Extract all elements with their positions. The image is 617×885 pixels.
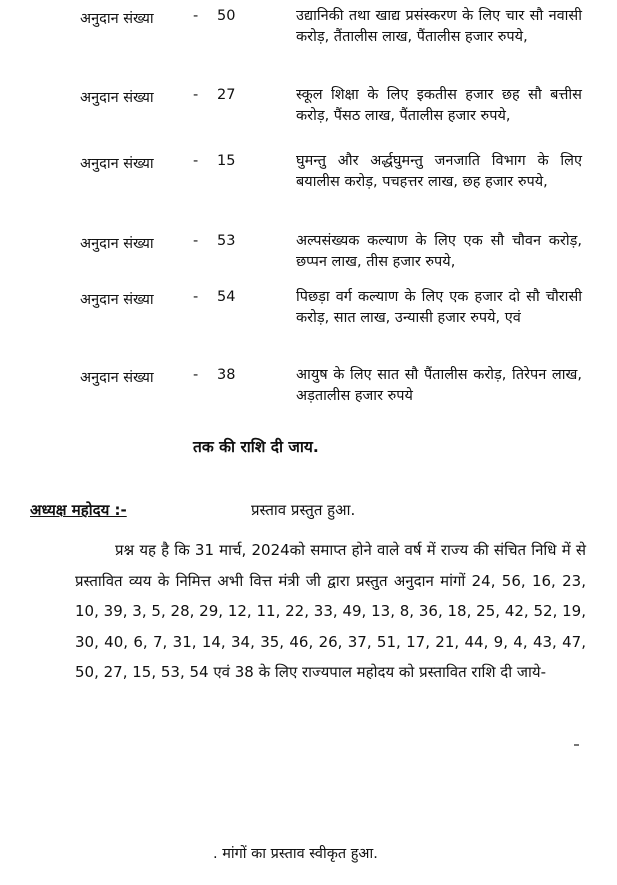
grant-dash: -: [193, 289, 199, 305]
grant-number: 54: [217, 289, 236, 305]
grant-number: 27: [217, 87, 236, 103]
grant-dash: -: [193, 367, 199, 383]
closing-statement: . मांगों का प्रस्ताव स्वीकृत हुआ.: [213, 846, 378, 862]
grant-description: स्कूल शिक्षा के लिए इकतीस हजार छह सौ बत्तीस करोड़, पैंसठ लाख, पैंतालीस हजार रुपये,: [296, 87, 582, 124]
question-paragraph: [75, 535, 586, 688]
grant-dash: -: [193, 8, 199, 24]
grant-number: 53: [217, 233, 236, 249]
grant-description: पिछड़ा वर्ग कल्याण के लिए एक हजार दो सौ चौरासी करोड़, सात लाख, उन्यासी हजार रुपये, एवं: [296, 289, 582, 326]
speaker-name: अध्यक्ष महोदय :-: [30, 501, 127, 519]
grant-dash: -: [193, 233, 199, 249]
amount-conclusion: तक की राशि दी जाय.: [193, 438, 319, 456]
grant-number: 50: [217, 8, 236, 24]
grant-label: अनुदान संख्या: [80, 236, 154, 252]
grant-dash: -: [193, 153, 199, 169]
grant-description: घुमन्तु और अर्द्धघुमन्तु जनजाति विभाग के लिए बयालीस करोड़, पचहत्तर लाख, छह हजार रुपये,: [296, 153, 582, 190]
grant-number: 15: [217, 153, 236, 169]
grant-description: उद्यानिकी तथा खाद्य प्रसंस्करण के लिए चार सौ नवासी करोड़, तैंतालीस लाख, पैंतालीस हजार रुपये,: [296, 8, 582, 45]
grant-label: अनुदान संख्या: [80, 292, 154, 308]
grant-number: 38: [217, 367, 236, 383]
speaker-statement: प्रस्ताव प्रस्तुत हुआ.: [251, 501, 356, 519]
grant-dash: -: [193, 87, 199, 103]
question-text: प्रश्न यह है कि 31 मार्च, 2024को समाप्त होने वाले वर्ष में राज्य की संचित निधि में से प्रस्तावित व्यय के निमित्त अभी वित्त मंत्री जी द्वारा प्रस्तुत अनुदान मांगों 24, 56, 16, 23, 10, 39, 3, 5, 28, 29, 12, 11, 22, 33, 49, 13, 8, 36, 18, 25, 42, 52, 19, 30, 40, 6, 7, 31, 14, 34, 35, 46, 26, 37, 51, 17, 21, 44, 9, 4, 43, 47, 50, 27, 15, 53, 54 एवं 38 के लिए राज्यपाल महोदय को प्रस्तावित राशि दी जाये-: [75, 541, 586, 681]
grant-label: अनुदान संख्या: [80, 90, 154, 106]
scan-speck: [574, 744, 579, 746]
grant-label: अनुदान संख्या: [80, 370, 154, 386]
grant-label: अनुदान संख्या: [80, 11, 154, 27]
grant-description: आयुष के लिए सात सौ पैंतालीस करोड़, तिरेपन लाख, अड़तालीस हजार रुपये: [296, 367, 582, 404]
grant-label: अनुदान संख्या: [80, 156, 154, 172]
grant-description: अल्पसंख्यक कल्याण के लिए एक सौ चौवन करोड़, छप्पन लाख, तीस हजार रुपये,: [296, 233, 582, 270]
